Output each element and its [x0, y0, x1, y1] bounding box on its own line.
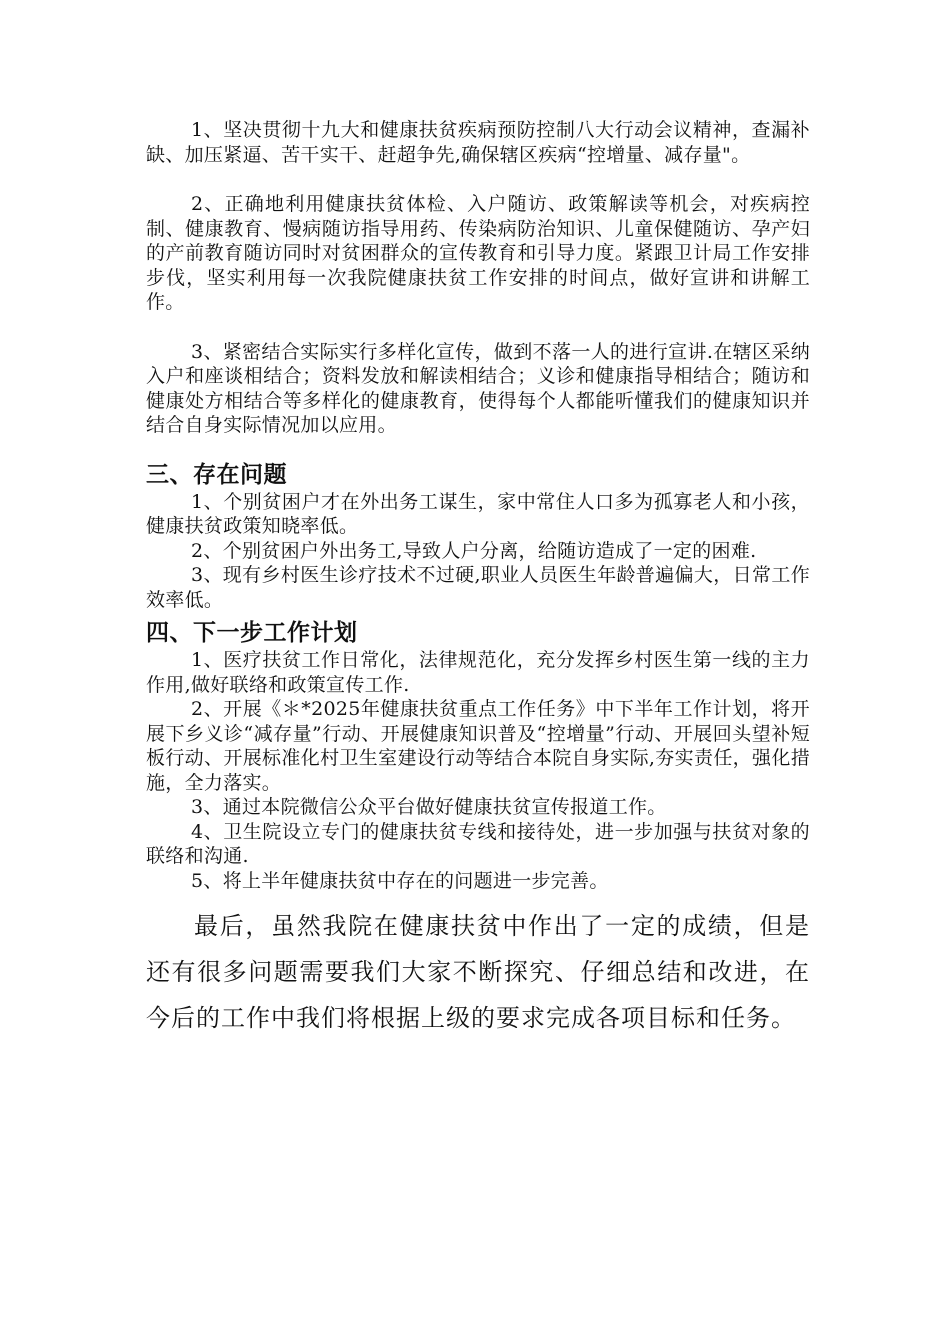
plan-item-4: 4、卫生院设立专门的健康扶贫专线和接待处，进一步加强与扶贫对象的联络和沟通. [146, 820, 810, 867]
problem-item-1: 1、个别贫困户才在外出务工谋生，家中常住人口多为孤寡老人和小孩，健康扶贫政策知晓率低。 [146, 490, 810, 537]
plan-item-2: 2、开展《＊*2025年健康扶贫重点工作任务》中下半年工作计划，将开展下乡义诊“减存量”行动、开展健康知识普及“控增量”行动、开展回头望补短板行动、开展标准化村卫生室建设行动等结合本院自身实际,夯实责任，强化措施，全力落实。 [146, 698, 810, 794]
problem-item-3: 3、现有乡村医生诊疗技术不过硬,职业人员医生年龄普遍偏大，日常工作效率低。 [146, 564, 810, 611]
plan-item-3: 3、通过本院微信公众平台做好健康扶贫宣传报道工作。 [191, 796, 667, 818]
plan-item-1: 1、医疗扶贫工作日常化，法律规范化，充分发挥乡村医生第一线的主力作用,做好联络和政策宣传工作. [146, 649, 810, 696]
paragraph-3: 3、紧密结合实际实行多样化宣传，做到不落一人的进行宣讲.在辖区采纳入户和座谈相结合；资料发放和解读相结合；义诊和健康指导相结合；随访和健康处方相结合等多样化的健康教育，使得每个人都能听懂我们的健康知识并结合自身实际情况加以应用。 [146, 340, 810, 436]
plan-item-5: 5、将上半年健康扶贫中存在的问题进一步完善。 [191, 869, 609, 892]
problem-item-2: 2、个别贫困户外出务工,导致人户分离，给随访造成了一定的困难. [191, 539, 757, 562]
paragraph-1: 1、坚决贯彻十九大和健康扶贫疾病预防控制八大行动会议精神，查漏补缺、加压紧逼、苦干实干、赶超争先,确保辖区疾病“控增量、减存量"。 [146, 119, 810, 166]
paragraph-2: 2、正确地利用健康扶贫体检、入户随访、政策解读等机会，对疾病控制、健康教育、慢病随访指导用药、传染病防治知识、儿童保健随访、孕产妇的产前教育随访同时对贫困群众的宣传教育和引导力度。紧跟卫计局工作安排步伐，坚实利用每一次我院健康扶贫工作安排的时间点，做好宣讲和讲解工作。 [146, 193, 810, 313]
section-heading-problems: 三、存在问题 [146, 460, 287, 488]
document-page [146, 118, 810, 1041]
closing-paragraph: 最后，虽然我院在健康扶贫中作出了一定的成绩，但是还有很多问题需要我们大家不断探究、仔细总结和改进，在今后的工作中我们将根据上级的要求完成各项目标和任务。 [146, 912, 810, 1032]
section-heading-plan: 四、下一步工作计划 [146, 619, 358, 646]
